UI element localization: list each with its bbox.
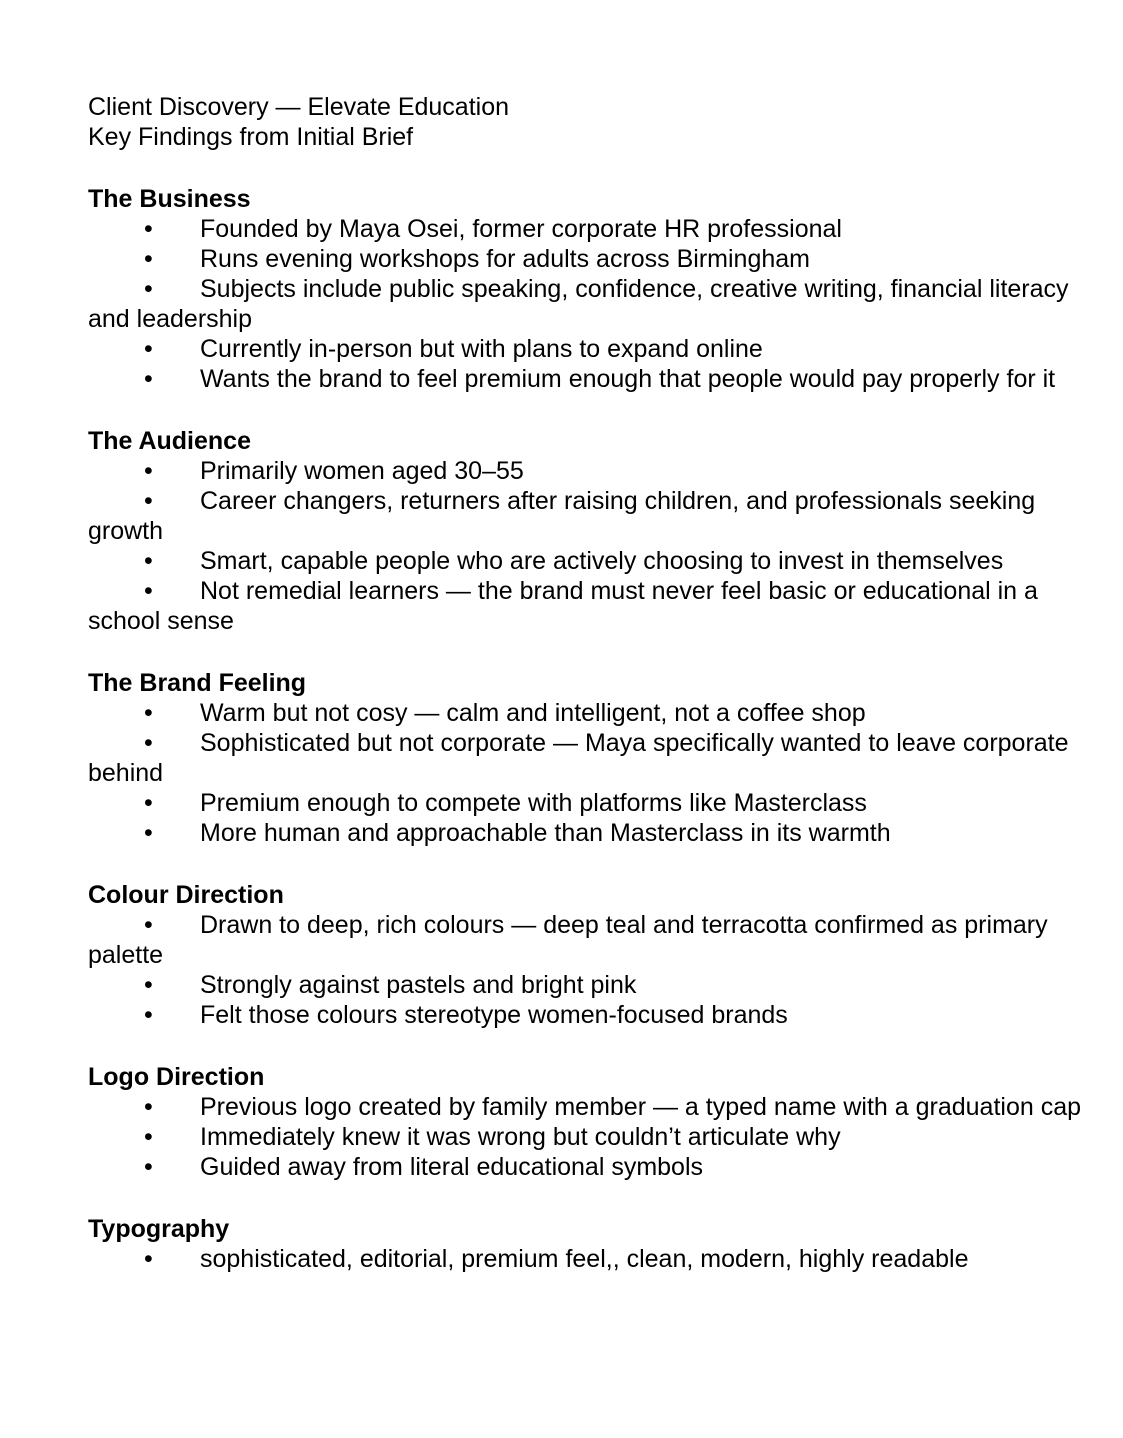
bullet-dot-icon: • — [144, 547, 153, 575]
bullet-list — [88, 1244, 1088, 1274]
bullet-text: Currently in-person but with plans to expand online — [200, 335, 763, 363]
bullet-dot-icon: • — [144, 275, 153, 303]
bullet-dot-icon: • — [144, 365, 153, 393]
bullet-item — [88, 364, 1088, 394]
bullet-dot-icon: • — [144, 457, 153, 485]
section-title: The Brand Feeling — [88, 669, 307, 697]
bullet-dot-icon: • — [144, 1245, 153, 1273]
bullet-text: Felt those colours stereotype women-focused brands — [200, 1001, 788, 1029]
bullet-list — [88, 910, 1088, 1030]
bullet-dot-icon: • — [144, 971, 153, 999]
section-logo-direction — [88, 1062, 1088, 1182]
bullet-item — [88, 214, 1088, 244]
section-colour-direction — [88, 880, 1088, 1030]
bullet-item — [88, 1000, 1088, 1030]
bullet-dot-icon: • — [144, 1123, 153, 1151]
bullet-text: Smart, capable people who are actively choosing to invest in themselves — [200, 547, 1004, 575]
bullet-item — [88, 1122, 1088, 1152]
bullet-item — [88, 1244, 1088, 1274]
bullet-text: Wants the brand to feel premium enough that people would pay properly for it — [200, 365, 1056, 393]
bullet-list — [88, 214, 1088, 394]
bullet-text: Founded by Maya Osei, former corporate HR professional — [200, 215, 842, 243]
bullet-item — [88, 728, 1088, 788]
bullet-text: Runs evening workshops for adults across Birmingham — [200, 245, 810, 273]
section-title: Typography — [88, 1215, 230, 1243]
section-title: The Audience — [88, 427, 251, 455]
section-title: The Business — [88, 185, 251, 213]
bullet-dot-icon: • — [144, 729, 153, 757]
bullet-item — [88, 788, 1088, 818]
bullet-text: Premium enough to compete with platforms like Masterclass — [200, 789, 867, 817]
bullet-item — [88, 274, 1088, 334]
bullet-dot-icon: • — [144, 1153, 153, 1181]
bullet-dot-icon: • — [144, 487, 153, 515]
bullet-dot-icon: • — [144, 911, 153, 939]
bullet-item — [88, 546, 1088, 576]
bullet-dot-icon: • — [144, 577, 153, 605]
section-title: Logo Direction — [88, 1063, 265, 1091]
bullet-list — [88, 456, 1088, 636]
bullet-dot-icon: • — [144, 819, 153, 847]
bullet-text: Immediately knew it was wrong but couldn’t articulate why — [200, 1123, 841, 1151]
sections-container — [88, 184, 1088, 1274]
bullet-item — [88, 698, 1088, 728]
bullet-text: sophisticated, editorial, premium feel,, clean, modern, highly readable — [200, 1245, 969, 1273]
bullet-item — [88, 456, 1088, 486]
bullet-text: Primarily women aged 30–55 — [200, 457, 524, 485]
bullet-list — [88, 698, 1088, 848]
document-title: Client Discovery — Elevate Education — [88, 93, 510, 121]
bullet-text: Subjects include public speaking, confidence, creative writing, financial literacy and leadership — [88, 275, 1069, 333]
bullet-text: More human and approachable than Masterclass in its warmth — [200, 819, 891, 847]
bullet-dot-icon: • — [144, 215, 153, 243]
bullet-item — [88, 334, 1088, 364]
bullet-list — [88, 1092, 1088, 1182]
bullet-text: Drawn to deep, rich colours — deep teal and terracotta confirmed as primary palette — [88, 911, 1048, 969]
section-typography — [88, 1214, 1088, 1274]
document-subtitle: Key Findings from Initial Brief — [88, 123, 414, 151]
bullet-item — [88, 1152, 1088, 1182]
section-title: Colour Direction — [88, 881, 284, 909]
bullet-dot-icon: • — [144, 245, 153, 273]
bullet-text: Not remedial learners — the brand must never feel basic or educational in a school sense — [88, 577, 1038, 635]
bullet-dot-icon: • — [144, 335, 153, 363]
bullet-dot-icon: • — [144, 699, 153, 727]
bullet-text: Strongly against pastels and bright pink — [200, 971, 637, 999]
bullet-text: Career changers, returners after raising children, and professionals seeking growth — [88, 487, 1036, 545]
bullet-text: Guided away from literal educational symbols — [200, 1153, 704, 1181]
bullet-text: Previous logo created by family member — a typed name with a graduation cap — [200, 1093, 1082, 1121]
bullet-item — [88, 244, 1088, 274]
bullet-text: Warm but not cosy — calm and intelligent, not a coffee shop — [200, 699, 866, 727]
bullet-item — [88, 970, 1088, 1000]
bullet-item — [88, 486, 1088, 546]
section-the-brand-feeling — [88, 668, 1088, 848]
bullet-item — [88, 576, 1088, 636]
section-the-audience — [88, 426, 1088, 636]
bullet-item — [88, 910, 1088, 970]
section-the-business — [88, 184, 1088, 394]
bullet-dot-icon: • — [144, 1093, 153, 1121]
bullet-item — [88, 1092, 1088, 1122]
document-page — [88, 92, 1088, 1274]
bullet-dot-icon: • — [144, 789, 153, 817]
bullet-text: Sophisticated but not corporate — Maya specifically wanted to leave corporate behind — [88, 729, 1069, 787]
bullet-dot-icon: • — [144, 1001, 153, 1029]
bullet-item — [88, 818, 1088, 848]
